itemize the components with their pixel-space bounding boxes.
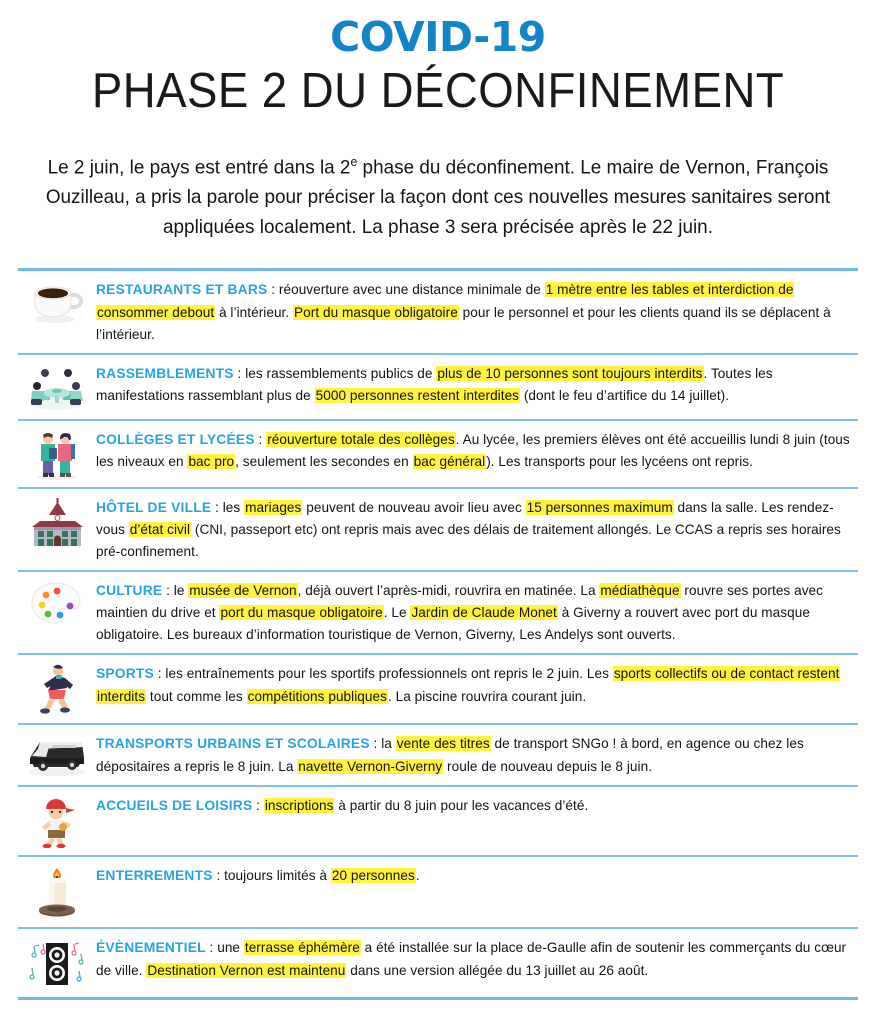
measure-text	[96, 662, 858, 707]
highlighted-text: musée de Vernon	[189, 583, 297, 599]
intro-line1-a: Le 2 juin, le pays est entré dans la 2	[47, 156, 351, 179]
measure-row	[18, 787, 858, 855]
measure-row	[18, 655, 858, 723]
measure-body-text: :	[254, 431, 267, 447]
measure-body-text: : une	[205, 940, 244, 956]
page-title-covid: COVID-19	[330, 13, 546, 61]
measure-row	[18, 857, 858, 927]
measure-body-text: roule de nouveau depuis le 8 juin.	[443, 758, 653, 774]
child-walking-icon	[18, 794, 96, 848]
intro-line3: sanitaires seront appliquées localement. La phase 3 sera précisée après le 22 juin.	[163, 186, 831, 238]
measure-body-text: . Au lycée, les premiers élèves ont été accueillis lundi 8 juin (tous les niveaux en	[96, 431, 850, 470]
measure-body-text: : réouverture avec une distance minimale de	[267, 282, 545, 298]
measure-row	[18, 355, 858, 419]
measure-text	[96, 864, 858, 887]
measure-body-text: : la	[369, 736, 396, 752]
measure-category-label: RESTAURANTS ET BARS	[96, 282, 268, 298]
measure-row	[18, 489, 858, 570]
measure-body-text: ). Les transports pour les lycéens ont repris.	[486, 454, 753, 470]
page-title-phase: PHASE 2 DU DÉCONFINEMENT	[91, 64, 785, 119]
measure-category-label: HÔTEL DE VILLE	[96, 499, 212, 515]
measure-text	[96, 362, 858, 407]
measure-category-label: ÉVÈNEMENTIEL	[96, 940, 206, 956]
bus-icon	[18, 732, 96, 778]
highlighted-text: 5000 personnes restent interdites	[315, 388, 520, 404]
highlighted-text: port du masque obligatoire	[220, 605, 383, 621]
highlighted-text: Jardin de Claude Monet	[411, 605, 557, 621]
highlighted-text: Port du masque obligatoire	[294, 304, 458, 320]
measure-body-text: : les rassemblements publics de	[233, 365, 437, 381]
highlighted-text: Destination Vernon est maintenu	[147, 962, 346, 978]
measure-body-text: . Le	[383, 605, 411, 621]
measure-body-text: peuvent de nouveau avoir lieu avec	[302, 499, 526, 515]
header	[0, 0, 876, 119]
candle-icon	[18, 864, 96, 920]
measures-list	[18, 268, 858, 1000]
measure-body-text: : les	[211, 499, 245, 515]
coffee-cup-icon	[18, 278, 96, 324]
measure-body-text: pour le personnel et pour les clients quand ils se déplacent à l’intérieur.	[96, 304, 831, 342]
highlighted-text: 1 mètre entre les tables et interdiction de consommer debout	[97, 282, 794, 320]
measure-text	[96, 496, 858, 563]
measure-row	[18, 421, 858, 487]
measure-body-text: , déjà ouvert l’après-midi, rouvrira en matinée. La	[297, 583, 600, 599]
highlighted-text: plus de 10 personnes sont toujours interdits	[437, 365, 703, 381]
students-icon	[18, 428, 96, 480]
measure-body-text: a été installée sur la place de-Gaulle afin de soutenir les commerçants du cœur de ville.	[96, 940, 847, 978]
highlighted-text: réouverture totale des collèges	[267, 431, 455, 447]
highlighted-text: compétitions publiques	[247, 688, 387, 704]
measure-text	[96, 428, 858, 473]
highlighted-text: d’état civil	[129, 522, 191, 538]
highlighted-text: navette Vernon-Giverny	[298, 758, 443, 774]
highlighted-text: mariages	[245, 499, 302, 515]
intro-ordinal-sup: e	[350, 154, 358, 169]
measure-category-label: ACCUEILS DE LOISIRS	[96, 798, 253, 814]
measure-category-label: TRANSPORTS URBAINS ET SCOLAIRES	[96, 736, 370, 752]
loudspeaker-music-icon	[18, 936, 96, 990]
measure-body-text: tout comme les	[146, 688, 247, 704]
measure-category-label: COLLÈGES ET LYCÉES	[96, 431, 255, 447]
highlighted-text: vente des titres	[396, 736, 490, 752]
measure-text	[96, 732, 858, 777]
runner-icon	[18, 662, 96, 716]
measure-row	[18, 929, 858, 997]
highlighted-text: terrasse éphémère	[244, 940, 360, 956]
measure-text	[96, 794, 858, 817]
measure-row	[18, 725, 858, 785]
measure-body-text: à Giverny a rouvert avec port du masque obligatoire. Les bureaux d’information touristique de Vernon, Giverny, Les Andelys sont ouverts.	[96, 605, 810, 643]
highlighted-text: bac pro	[188, 454, 235, 470]
intro-line1-b: phase du déconfinement. Le maire de Vernon,	[357, 156, 751, 179]
measure-body-text: : les entraînements pour les sportifs professionnels ont repris le 2 juin. Les	[153, 666, 613, 682]
measure-body-text: dans la salle. Les rendez-vous	[96, 499, 834, 538]
highlighted-text: 20 personnes	[331, 868, 415, 884]
measure-body-text: rouvre ses portes avec maintien du drive et	[96, 583, 824, 621]
row-divider	[18, 997, 858, 1000]
measure-body-text: : toujours limités à	[212, 868, 331, 884]
town-hall-icon	[18, 496, 96, 548]
measure-body-text: à partir du 8 juin pour les vacances d’été.	[334, 798, 589, 814]
measure-text	[96, 936, 858, 981]
measure-row	[18, 271, 858, 352]
measure-text	[96, 278, 858, 345]
intro-line2: François Ouzilleau, a pris la parole pour préciser la façon dont ces nouvelles mesures	[45, 156, 829, 209]
measure-body-text: (dont le feu d’artifice du 14 juillet).	[520, 388, 730, 404]
measure-category-label: SPORTS	[96, 666, 154, 682]
measure-category-label: ENTERREMENTS	[96, 868, 213, 884]
measure-body-text: . La piscine rouvrira courant juin.	[387, 688, 587, 704]
measure-body-text: : le	[162, 583, 189, 599]
measure-body-text: .	[415, 868, 420, 884]
people-gathering-icon	[18, 362, 96, 412]
highlighted-text: 15 personnes maximum	[526, 499, 673, 515]
highlighted-text: inscriptions	[264, 798, 334, 814]
highlighted-text: bac général	[413, 454, 486, 470]
measure-body-text: dans une version allégée du 13 juillet au 26 août.	[346, 962, 649, 978]
measure-body-text: :	[252, 798, 264, 814]
intro-paragraph	[35, 153, 840, 242]
measure-text	[96, 579, 858, 646]
measure-body-text: à l’intérieur.	[215, 304, 294, 320]
measure-category-label: RASSEMBLEMENTS	[96, 365, 234, 381]
highlighted-text: sports collectifs ou de contact restent interdits	[97, 666, 840, 704]
measure-category-label: CULTURE	[96, 583, 163, 599]
paint-palette-icon	[18, 579, 96, 629]
measure-body-text: (CNI, passeport etc) ont repris mais avec des délais de traitement allongés. Le CCAS a repris ses horaires pré-confinement.	[96, 522, 841, 560]
measure-body-text: , seulement les secondes en	[235, 454, 413, 470]
measure-row	[18, 572, 858, 653]
measure-body-text: . Toutes les manifestations rassemblant plus de	[96, 365, 773, 404]
highlighted-text: médiathèque	[600, 583, 680, 599]
measure-body-text: de transport SNGo ! à bord, en agence ou chez les dépositaires a repris le 8 juin. La	[96, 736, 804, 774]
